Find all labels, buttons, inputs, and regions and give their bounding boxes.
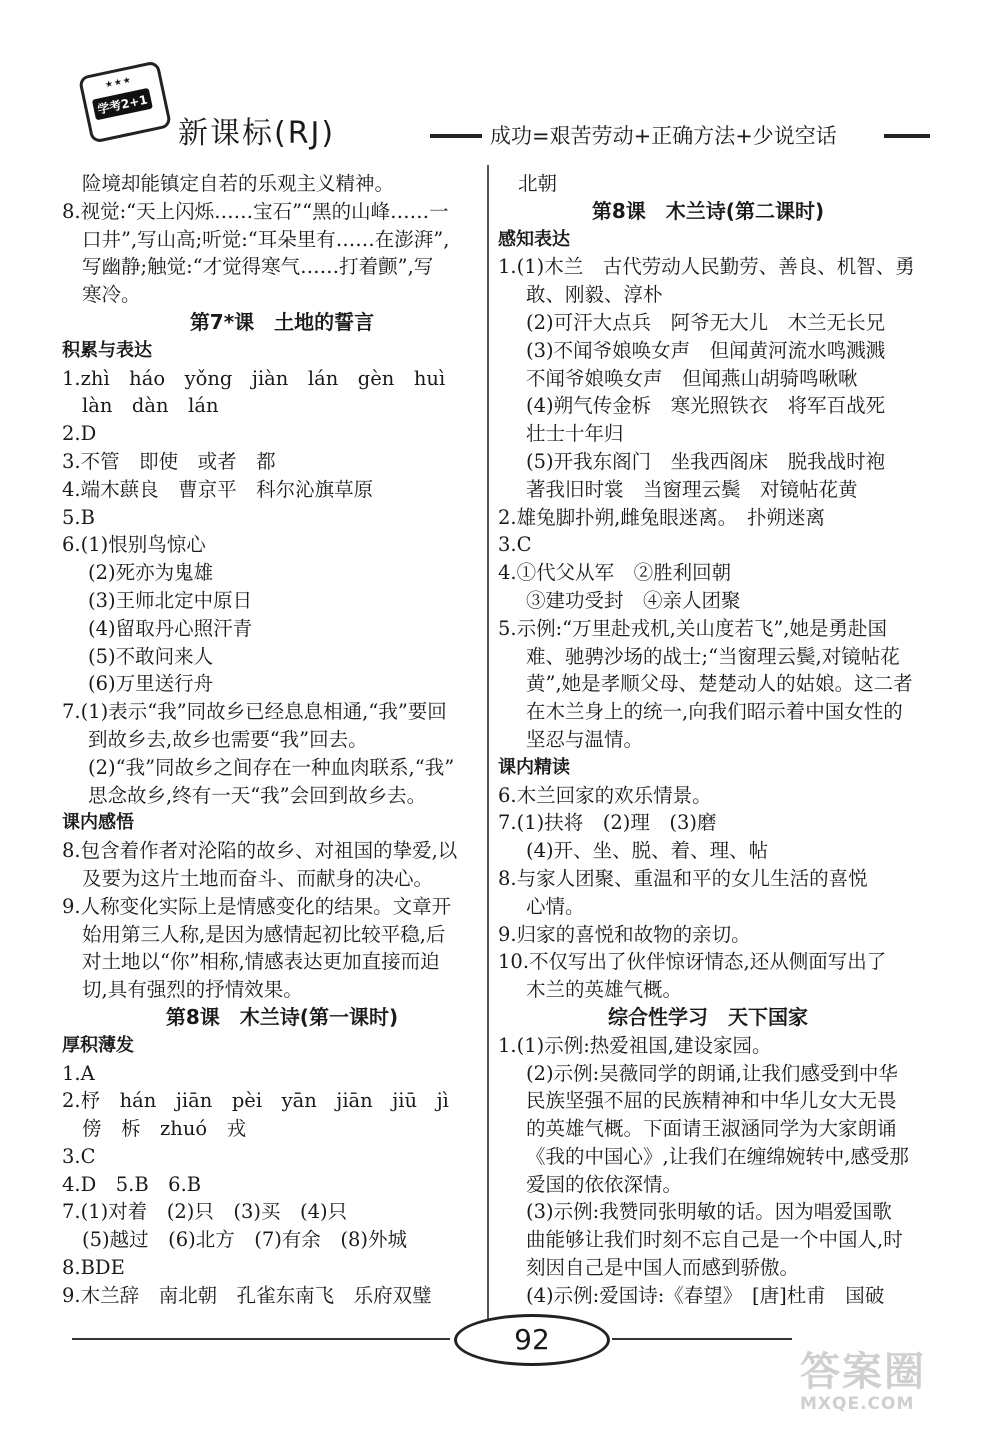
answer-line: 写幽静;触觉:“才觉得寒气……打着颤”,写	[82, 255, 434, 279]
answer-line: 6.(1)恨别鸟惊心	[62, 533, 206, 557]
answer-line: 敢、刚毅、淳朴	[526, 283, 663, 307]
answer-line: (2)示例:吴薇同学的朗诵,让我们感受到中华	[526, 1061, 898, 1085]
section-heading: 厚积薄发	[62, 1034, 134, 1056]
series-logo	[78, 60, 172, 144]
logo-stars-icon: ★★★	[104, 75, 133, 91]
page-header	[70, 62, 940, 152]
answer-line: 6.木兰回家的欢乐情景。	[498, 783, 712, 807]
answer-line: 5.示例:“万里赴戎机,关山度若飞”,她是勇赴国	[498, 616, 888, 640]
answer-line: 9.木兰辞 南北朝 孔雀东南飞 乐府双璧	[62, 1283, 432, 1307]
answer-line: 心情。	[526, 894, 585, 918]
answer-line: 北朝	[518, 172, 558, 195]
right-column	[498, 170, 918, 1310]
footer-rule-right	[612, 1338, 792, 1340]
section-heading: 感知表达	[498, 228, 570, 250]
answer-line: (3)王师北定中原日	[88, 588, 253, 612]
answer-line: (4)示例:爱国诗:《春望》 [唐]杜甫 国破	[526, 1283, 885, 1307]
lesson-heading: 第8课 木兰诗(第一课时)	[165, 1004, 399, 1029]
answer-line: 3.C	[498, 533, 532, 557]
answer-line: 1.(1)示例:热爱祖国,建设家园。	[498, 1033, 772, 1057]
answer-line: 傍 柝 zhuó 戎	[82, 1117, 247, 1141]
answer-line: (2)死亦为鬼雄	[88, 561, 214, 585]
answer-line: 2.D	[62, 422, 97, 446]
answer-line: 1.A	[62, 1061, 95, 1085]
answer-line: 在木兰身上的统一,向我们昭示着中国女性的	[526, 700, 903, 724]
answer-line: 始用第三人称,是因为感情起初比较平稳,后	[82, 922, 446, 946]
answer-line: 刻因自己是中国人而感到骄傲。	[526, 1256, 800, 1280]
answer-line: 坚忍与温情。	[526, 727, 644, 751]
section-heading: 积累与表达	[62, 339, 152, 361]
answer-line: 及要为这片土地而奋斗、而献身的决心。	[82, 866, 434, 890]
answer-line: 黄”,她是孝顺父母、楚楚动人的姑娘。这二者	[526, 672, 913, 696]
answer-line: (3)示例:我赞同张明敏的话。因为唱爱国歌	[526, 1200, 892, 1224]
section-heading: 课内感悟	[62, 812, 134, 834]
answer-line: 8.BDE	[62, 1256, 125, 1280]
slogan-bar	[430, 120, 930, 150]
answer-line: 到故乡去,故乡也需要“我”回去。	[88, 727, 368, 751]
answer-line: 的英雄气概。下面请王淑涵同学为大家朗诵	[526, 1117, 897, 1141]
left-column	[62, 170, 502, 1310]
answer-line: (4)开、坐、脱、着、理、帖	[526, 839, 769, 863]
answer-line: 思念故乡,终有一天“我”会回到故乡去。	[88, 783, 427, 807]
footer-rule-left	[72, 1338, 450, 1340]
page-number: 92	[454, 1314, 610, 1366]
slogan-rule-right	[884, 134, 930, 138]
lesson-heading: 第7*课 土地的誓言	[189, 309, 375, 334]
answer-line: 2.雄兔脚扑朔,雌兔眼迷离。 扑朔迷离	[498, 505, 826, 529]
answer-line: (3)不闻爷娘唤女声 但闻黄河流水鸣溅溅	[526, 338, 886, 362]
answer-line: (4)朔气传金柝 寒光照铁衣 将军百战死	[526, 394, 886, 418]
answer-line: 木兰的英雄气概。	[526, 978, 683, 1002]
column-divider	[487, 165, 489, 1320]
watermark-logo	[800, 1350, 980, 1420]
lesson-heading: 综合性学习 天下国家	[608, 1004, 808, 1029]
answer-line: làn dàn lán	[82, 394, 219, 418]
answer-line: (5)开我东阁门 坐我西阁床 脱我战时袍	[526, 449, 886, 473]
answer-line: ③建功受封 ④亲人团聚	[526, 588, 741, 612]
answer-line: 爱国的依依深情。	[526, 1172, 683, 1196]
answer-line: 《我的中国心》,让我们在缠绵婉转中,感受那	[526, 1144, 909, 1168]
answer-line: 3.不管 即使 或者 都	[62, 449, 276, 473]
answer-line: (2)可汗大点兵 阿爷无大儿 木兰无长兄	[526, 310, 886, 334]
brand-title: 新课标(RJ)	[178, 116, 336, 151]
answer-line: 2.杼 hán jiān pèi yān jiān jiū jì	[62, 1089, 449, 1113]
answer-line: 4.端木蕻良 曹京平 科尔沁旗草原	[62, 477, 374, 501]
answer-line: 口井”,写山高;听觉:“耳朵里有……在澎湃”,	[82, 227, 450, 251]
answer-line: 民族坚强不屈的民族精神和中华儿女大无畏	[526, 1089, 897, 1113]
answer-line: 1.(1)木兰 古代劳动人民勤劳、善良、机智、勇	[498, 255, 915, 279]
slogan-rule-left	[430, 134, 482, 138]
answer-line: 壮士十年归	[526, 422, 624, 446]
answer-line: (5)越过 (6)北方 (7)有余 (8)外城	[82, 1228, 407, 1252]
answer-line: 难、驰骋沙场的战士;“当窗理云鬓,对镜帖花	[526, 644, 900, 668]
answer-line: (5)不敢问来人	[88, 644, 214, 668]
answer-line: 8.包含着作者对沦陷的故乡、对祖国的挚爱,以	[62, 839, 458, 863]
watermark-text: 答案圈	[800, 1349, 926, 1395]
answer-line: 4.D 5.B 6.B	[62, 1172, 202, 1196]
answer-line: 9.人称变化实际上是情感变化的结果。文章开	[62, 894, 452, 918]
logo-text: 学考2+1	[92, 88, 153, 121]
lesson-heading: 第8课 木兰诗(第二课时)	[591, 198, 825, 223]
answer-line: 9.归家的喜悦和故物的亲切。	[498, 922, 751, 946]
answer-line: 对土地以“你”相称,情感表达更加直接而迫	[82, 950, 440, 974]
answer-line: 7.(1)表示“我”同故乡已经息息相通,“我”要回	[62, 700, 447, 724]
answer-line: 寒冷。	[82, 283, 141, 307]
answer-line: 险境却能镇定自若的乐观主义精神。	[82, 172, 395, 195]
answer-line: 4.①代父从军 ②胜利回朝	[498, 561, 732, 585]
answer-line: 7.(1)对着 (2)只 (3)买 (4)只	[62, 1200, 348, 1224]
answer-line: 10.不仅写出了伙伴惊讶情态,还从侧面写出了	[498, 950, 887, 974]
answer-line: (2)“我”同故乡之间存在一种血肉联系,“我”	[88, 755, 455, 779]
slogan-text: 成功=艰苦劳动+正确方法+少说空话	[490, 124, 837, 148]
answer-line: 曲能够让我们时刻不忘自己是一个中国人,时	[526, 1228, 903, 1252]
answer-line: (6)万里送行舟	[88, 672, 214, 696]
answer-line: 切,具有强烈的抒情效果。	[82, 978, 303, 1002]
section-heading: 课内精读	[498, 756, 570, 778]
answer-line: 著我旧时裳 当窗理云鬓 对镜帖花黄	[526, 477, 858, 501]
watermark-url: MXQE.COM	[800, 1394, 915, 1414]
answer-line: 5.B	[62, 505, 95, 529]
answer-line: (4)留取丹心照汗青	[88, 616, 253, 640]
answer-line: 8.与家人团聚、重温和平的女儿生活的喜悦	[498, 866, 868, 890]
answer-line: 1.zhì háo yǒng jiàn lán gèn huì	[62, 366, 446, 390]
answer-line: 8.视觉:“天上闪烁……宝石”“黑的山峰……一	[62, 199, 449, 223]
answer-line: 不闻爷娘唤女声 但闻燕山胡骑鸣啾啾	[526, 366, 858, 390]
answer-line: 7.(1)扶将 (2)理 (3)磨	[498, 811, 717, 835]
answer-line: 3.C	[62, 1144, 96, 1168]
